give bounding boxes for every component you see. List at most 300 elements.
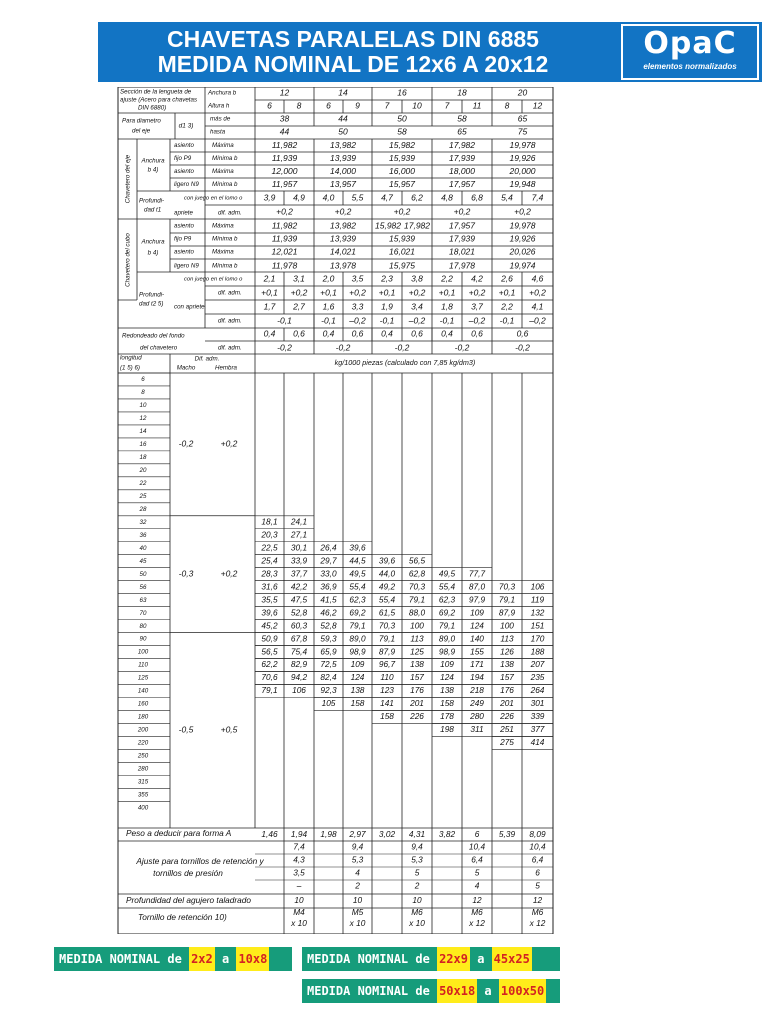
- weight-value: 124: [350, 672, 365, 683]
- depth-t1-tol: +0,2: [393, 206, 411, 217]
- weight-value: 79,1: [378, 633, 396, 644]
- length-value: 32: [139, 518, 147, 526]
- male-tol: -0,3: [178, 568, 194, 579]
- key-size: 16: [397, 87, 407, 98]
- limit-label: Máxima: [212, 142, 234, 150]
- weight-value: 37,7: [290, 568, 308, 579]
- fit-label: asiento: [174, 222, 194, 230]
- fillet-value: 0,4: [322, 328, 335, 339]
- fit-label: asiento: [174, 168, 194, 176]
- nav-button-2x2-10x8[interactable]: [54, 947, 292, 971]
- hub-width-value: 15,975: [389, 260, 415, 271]
- shaft-width-value: 19,926: [509, 152, 536, 163]
- weight-value: 171: [470, 659, 484, 670]
- length-value: 6: [141, 376, 145, 384]
- weight-value: 106: [530, 581, 545, 592]
- weight-value: 110: [380, 672, 394, 683]
- screw-fit-value: 6,4: [471, 854, 483, 865]
- weight-value: 109: [350, 659, 365, 670]
- weight-value: 45,2: [261, 620, 278, 631]
- depth-t2-tol: +0,2: [468, 287, 486, 298]
- shaft-width-value: 19,948: [509, 178, 536, 189]
- weight-value: 70,6: [261, 672, 278, 683]
- depth-t2-tight-value: 1,9: [381, 301, 393, 312]
- weight-value: 31,6: [261, 581, 278, 592]
- depth-t2-value: 4,6: [531, 273, 544, 284]
- key-height: 6: [326, 100, 331, 111]
- fillet-value: 0,6: [411, 328, 423, 339]
- key-height: 12: [532, 100, 543, 111]
- loose-fit-label: con juego en el lomo o: [184, 195, 243, 202]
- forma-a-deduct-value: 1,98: [320, 829, 337, 840]
- hub-width-value: 11,978: [271, 260, 298, 271]
- fillet-value: 0,6: [471, 328, 483, 339]
- key-size: 12: [279, 87, 290, 98]
- retention-screw-label: Tornillo de retención 10): [138, 912, 227, 923]
- weight-value: 62,3: [438, 594, 456, 605]
- fillet-tol: -0,2: [277, 342, 292, 353]
- depth-t2-tight-tol: –0,2: [349, 315, 366, 326]
- title-line-2: MEDIDA NOMINAL DE 12x6 A 20x12: [157, 51, 549, 77]
- nav-button-prefix: MEDIDA NOMINAL de: [307, 952, 430, 966]
- hub-width-value: 17,957: [449, 220, 475, 231]
- forma-a-deduct-label: Peso a deducir para forma A: [126, 828, 232, 839]
- hub-width-value: 11,939: [271, 233, 298, 244]
- limit-label: Mínima b: [212, 262, 238, 270]
- weight-value: 22,5: [261, 542, 278, 553]
- depth-t1-value: 6,8: [471, 192, 483, 203]
- weight-value: 109: [470, 607, 484, 618]
- depth-t1-label: dad t1: [144, 206, 162, 214]
- weight-value: 339: [530, 711, 545, 722]
- fillet-value: 0,4: [441, 328, 453, 339]
- retention-screw-length: x 10: [409, 918, 425, 929]
- hub-width-value: 13,939: [330, 233, 356, 244]
- male-tol: -0,2: [178, 438, 194, 449]
- weight-value: 100: [500, 620, 514, 631]
- key-height: 11: [472, 100, 482, 111]
- depth-t2-value: 2,1: [263, 273, 276, 284]
- hub-width-value: 13,982: [330, 220, 356, 231]
- weight-value: 119: [530, 594, 545, 605]
- weight-value: 87,0: [468, 581, 486, 592]
- weight-value: 46,2: [320, 607, 337, 618]
- screw-fit-value: 5: [535, 880, 540, 891]
- forma-a-deduct-value: 2,97: [349, 829, 366, 840]
- shaft-width-value: 13,957: [330, 178, 356, 189]
- anchura-label: Anchura: [141, 157, 165, 165]
- key-height: 9: [355, 100, 360, 111]
- length-value: 22: [139, 479, 147, 487]
- hub-width-value: 15,982: [375, 220, 401, 231]
- forma-a-deduct-value: 1,46: [261, 829, 278, 840]
- depth-t2-value: 3,8: [411, 273, 423, 284]
- depth-t2-tol: +0,1: [378, 287, 396, 298]
- depth-t2-value: 2,0: [322, 273, 335, 284]
- limit-label: Mínima b: [212, 155, 238, 163]
- shaft-width-value: 11,982: [271, 139, 298, 150]
- tolerance-label: dif. adm.: [218, 344, 242, 352]
- weight-value: 226: [410, 711, 424, 722]
- screw-fit-value: 6,4: [531, 854, 544, 865]
- weight-value: 155: [470, 646, 484, 657]
- length-value: 25: [139, 492, 147, 500]
- length-label: longitud: [120, 354, 142, 362]
- depth-t2-value: 2,2: [441, 273, 453, 284]
- nav-button-to: 100x50: [499, 979, 546, 1003]
- female-tol: +0,2: [220, 568, 238, 579]
- weight-value: 132: [530, 607, 545, 618]
- retention-screw-size: M5: [351, 907, 364, 918]
- screw-fit-value: 10,4: [529, 841, 546, 852]
- forma-a-deduct-value: 8,09: [529, 829, 546, 840]
- length-value: 56: [139, 583, 147, 591]
- screw-fit-value: 5,3: [411, 854, 423, 865]
- weight-value: 24,1: [290, 516, 308, 527]
- depth-t2-tol: +0,2: [408, 287, 426, 298]
- key-height: 6: [267, 100, 272, 111]
- screw-fit-value: 2: [355, 880, 360, 891]
- weight-value: 62,8: [408, 568, 426, 579]
- shaft-width-value: 18,000: [449, 165, 475, 176]
- keys-table-grid: [117, 87, 556, 934]
- weight-value: 67,8: [290, 633, 308, 644]
- hub-width-value: 13,978: [330, 260, 356, 271]
- key-height: 7: [384, 100, 390, 111]
- hub-width-value: 19,926: [509, 233, 536, 244]
- depth-t2-tol: +0,2: [290, 287, 308, 298]
- forma-a-deduct-value: 1,94: [290, 829, 308, 840]
- weight-value: 280: [470, 711, 484, 722]
- weight-value: 42,2: [290, 581, 308, 592]
- weight-value: 414: [530, 737, 545, 748]
- length-value: 110: [138, 661, 148, 669]
- screw-fit-value: 4: [355, 867, 360, 878]
- depth-t2-tight-value: 2,2: [501, 301, 513, 312]
- depth-t2-tight-value: 3,4: [411, 301, 423, 312]
- limit-label: Máxima: [212, 248, 234, 256]
- length-value: 125: [137, 674, 149, 682]
- screw-fit-value: 9,4: [351, 841, 364, 852]
- shaft-width-value: 17,982: [449, 139, 475, 150]
- weight-value: 113: [410, 633, 424, 644]
- weight-value: 158: [380, 711, 394, 722]
- forma-a-deduct-value: 3,82: [438, 829, 456, 840]
- fillet-tol: -0,2: [454, 342, 470, 353]
- weight-value: 69,2: [349, 607, 366, 618]
- fillet-label: del chavetero: [140, 344, 178, 352]
- tolerance-label: dif. adm.: [218, 209, 242, 217]
- weight-value: 98,9: [438, 646, 456, 657]
- fit-label: fijo P9: [174, 155, 192, 163]
- weight-value: 60,3: [290, 620, 308, 631]
- length-value: 70: [139, 609, 147, 617]
- length-value: 40: [139, 544, 147, 552]
- weight-value: 377: [530, 724, 545, 735]
- weight-value: 94,2: [290, 672, 308, 683]
- weight-value: 30,1: [290, 542, 308, 553]
- tolerance-label: dif. adm.: [218, 289, 242, 297]
- female-tol: +0,5: [220, 724, 238, 735]
- weight-value: 198: [440, 724, 454, 735]
- nav-button-prefix: MEDIDA NOMINAL de: [307, 984, 430, 998]
- weight-value: 89,0: [438, 633, 456, 644]
- forma-a-deduct-value: 3,02: [378, 829, 396, 840]
- weight-value: 59,3: [320, 633, 337, 644]
- weight-value: 44,5: [349, 555, 366, 566]
- depth-t2-tol: +0,1: [320, 287, 337, 298]
- depth-t2-tight-tol: -0,1: [379, 315, 395, 326]
- weight-value: 20,3: [261, 529, 278, 540]
- shaft-keyway-label: Chavetero del eje: [124, 154, 132, 204]
- length-value: 14: [139, 428, 147, 436]
- altura-h-label: Altura h: [208, 102, 230, 110]
- retention-screw-length: x 10: [291, 918, 307, 929]
- weight-value: 49,5: [349, 568, 366, 579]
- shaft-width-value: 16,000: [389, 165, 415, 176]
- weight-value: 235: [530, 672, 545, 683]
- shaft-width-value: 17,939: [449, 152, 475, 163]
- weight-value: 176: [410, 685, 424, 696]
- length-value: 180: [137, 713, 149, 721]
- shaft-width-value: 13,982: [330, 139, 356, 150]
- weight-value: 61,5: [378, 607, 396, 618]
- weight-value: 105: [321, 698, 336, 709]
- depth-t2-value: 2,6: [501, 273, 513, 284]
- limit-label: Mínima b: [212, 181, 238, 189]
- weight-value: 138: [440, 685, 454, 696]
- depth-t1-value: 5,5: [351, 192, 364, 203]
- weight-value: 87,9: [378, 646, 396, 657]
- weight-value: 49,5: [438, 568, 456, 579]
- hub-width-value: 20,026: [509, 246, 536, 257]
- opac-logo: [618, 22, 762, 82]
- depth-t2-tight-value: 1,7: [263, 301, 276, 312]
- depth-t2-label: dad t2 5): [139, 300, 164, 308]
- length-value: 8: [141, 389, 145, 397]
- weight-value: 176: [500, 685, 514, 696]
- diameter-label: Para diametro: [122, 117, 161, 125]
- weight-value: 157: [500, 672, 514, 683]
- depth-t1-value: 4,7: [381, 192, 393, 203]
- weight-value: 79,1: [498, 594, 516, 605]
- shaft-width-value: 15,957: [389, 178, 415, 189]
- length-value: 10: [139, 402, 147, 410]
- depth-t2-tight-tol: -0,1: [321, 315, 336, 326]
- weight-value: 26,4: [320, 542, 337, 553]
- screw-fit-value: 9,4: [411, 841, 423, 852]
- fit-label: fijo P9: [174, 235, 192, 243]
- weight-value: 201: [410, 698, 424, 709]
- key-height: 8: [296, 100, 302, 111]
- depth-t1-value: 7,4: [531, 192, 544, 203]
- weight-value: 109: [440, 659, 454, 670]
- fillet-value: 0,6: [293, 328, 305, 339]
- screw-fit-value: 2: [414, 880, 420, 891]
- key-height: 8: [504, 100, 510, 111]
- male-label: Macho: [176, 364, 196, 372]
- weight-value: 87,9: [498, 607, 516, 618]
- nav-button-22x9-45x25[interactable]: [302, 947, 560, 971]
- logo-tagline: elementos normalizados: [643, 62, 737, 71]
- retention-screw-size: M6: [531, 907, 544, 918]
- fillet-value: 0,6: [351, 328, 364, 339]
- weight-value: 194: [470, 672, 484, 683]
- nav-button-prefix: MEDIDA NOMINAL de: [59, 952, 182, 966]
- weight-value: 55,4: [378, 594, 396, 605]
- diameter-from: 50: [397, 113, 407, 124]
- depth-t1-value: 4,0: [322, 192, 335, 203]
- depth-t2-tight-tol: –0,2: [529, 315, 546, 326]
- tight-label: apriete: [174, 209, 193, 217]
- depth-t2-tol: +0,2: [349, 287, 366, 298]
- screw-fit-value: 7,4: [293, 841, 305, 852]
- weight-value: 72,5: [320, 659, 337, 670]
- shaft-width-value: 11,957: [271, 178, 298, 189]
- weight-value: 138: [500, 659, 514, 670]
- depth-t2-value: 2,3: [381, 273, 393, 284]
- weight-value: 170: [530, 633, 545, 644]
- nav-button-mid: a: [484, 984, 492, 998]
- title-line-1: CHAVETAS PARALELAS DIN 6885: [167, 26, 539, 52]
- d1-label: d1 3): [178, 122, 194, 130]
- nav-button-to: 45x25: [492, 947, 532, 971]
- weight-value: 56,5: [408, 555, 426, 566]
- depth-t1-tol: +0,2: [276, 206, 293, 217]
- weight-value: 75,4: [290, 646, 308, 657]
- tight-label: con apriete: [174, 303, 205, 311]
- fillet-tol: -0,2: [335, 342, 351, 353]
- length-label: (1 5) 6): [120, 364, 140, 372]
- weight-value: 79,1: [261, 685, 278, 696]
- diameter-to: 44: [279, 126, 290, 137]
- female-tol: +0,2: [220, 438, 238, 449]
- section-label: ajuste (Acero para chavetas: [120, 96, 198, 104]
- weight-value: 65,9: [320, 646, 337, 657]
- weight-value: 113: [500, 633, 514, 644]
- screw-fit-label: tornillos de presión: [153, 868, 223, 879]
- anchura-label: b 4): [147, 249, 159, 257]
- weight-value: 41,5: [320, 594, 337, 605]
- weight-value: 126: [500, 646, 514, 657]
- weight-value: 28,3: [261, 568, 278, 579]
- limit-label: Máxima: [212, 168, 234, 176]
- weight-value: 44,0: [378, 568, 396, 579]
- weight-value: 124: [440, 672, 454, 683]
- weight-value: 218: [470, 685, 484, 696]
- weight-value: 55,4: [438, 581, 456, 592]
- weight-value: 89,0: [349, 633, 366, 644]
- depth-t2-tol: +0,1: [438, 287, 456, 298]
- length-value: 80: [139, 622, 147, 630]
- retention-screw-length: x 12: [469, 918, 485, 929]
- weight-value: 138: [350, 685, 365, 696]
- retention-screw-size: M6: [471, 907, 483, 918]
- weight-value: 251: [500, 724, 514, 735]
- length-value: 140: [137, 687, 149, 695]
- weight-value: 98,9: [349, 646, 366, 657]
- screw-fit-value: –: [296, 880, 302, 891]
- diameter-from: 44: [338, 113, 348, 124]
- shaft-width-value: 12,000: [271, 165, 298, 176]
- depth-t2-tight-value: 1,6: [322, 301, 335, 312]
- weight-value: 70,3: [378, 620, 396, 631]
- retention-screw-length: x 12: [529, 918, 546, 929]
- weight-value: 29,7: [320, 555, 337, 566]
- weight-value: 79,1: [438, 620, 456, 631]
- shaft-width-value: 20,000: [509, 165, 536, 176]
- length-value: 45: [139, 557, 147, 565]
- length-value: 63: [139, 596, 147, 604]
- length-value: 100: [137, 648, 149, 656]
- fillet-value: 0,4: [263, 328, 276, 339]
- screw-fit-value: 10,4: [468, 841, 486, 852]
- length-value: 400: [137, 804, 149, 812]
- diameter-to: 58: [397, 126, 407, 137]
- weight-value: 82,4: [320, 672, 337, 683]
- screw-fit-value: 5,3: [351, 854, 364, 865]
- length-value: 12: [139, 415, 147, 423]
- mas-de-label: más de: [210, 115, 231, 123]
- fillet-tol: -0,2: [394, 342, 410, 353]
- tolerance-head-label: Dif. adm.: [194, 355, 220, 363]
- weight-head-label: kg/1000 piezas (calculado con 7,85 kg/dm3): [334, 357, 476, 367]
- depth-t1-value: 6,2: [411, 192, 423, 203]
- section-label: DIN 6880): [138, 104, 167, 112]
- weight-value: 125: [410, 646, 424, 657]
- nav-button-from: 50x18: [437, 979, 477, 1003]
- weight-value: 18,1: [261, 516, 278, 527]
- weight-value: 97,9: [468, 594, 486, 605]
- weight-value: 178: [440, 711, 454, 722]
- length-value: 200: [137, 726, 149, 734]
- depth-t2-tight-tol: –0,2: [408, 315, 426, 326]
- hub-width-value: 14,021: [330, 246, 356, 257]
- weight-value: 96,7: [378, 659, 396, 670]
- depth-t2-tight-value: 3,3: [351, 301, 364, 312]
- nav-button-50x18-100x50[interactable]: [302, 979, 560, 1003]
- weight-value: 88,0: [408, 607, 426, 618]
- hub-width-value: 19,978: [509, 220, 536, 231]
- limit-label: Mínima b: [212, 235, 238, 243]
- diameter-from: 38: [279, 113, 290, 124]
- depth-t2-value: 3,5: [351, 273, 364, 284]
- anchura-label: b 4): [147, 166, 159, 174]
- depth-t2-tight-tol: -0,1: [499, 315, 515, 326]
- diameter-to: 65: [457, 126, 467, 137]
- length-value: 220: [137, 739, 149, 747]
- depth-t2-tight-value: 2,7: [293, 301, 305, 312]
- female-label: Hembra: [214, 364, 238, 372]
- length-value: 90: [139, 635, 147, 643]
- screw-fit-label: Ajuste para tornillos de retención y: [136, 856, 264, 867]
- nav-button-from: 22x9: [437, 947, 470, 971]
- screw-fit-value: 5: [414, 867, 420, 878]
- weight-value: 311: [470, 724, 484, 735]
- keys-table: [117, 87, 556, 934]
- hub-width-value: 12,021: [271, 246, 298, 257]
- screw-fit-value: 4,3: [293, 854, 305, 865]
- weight-value: 39,6: [261, 607, 278, 618]
- length-value: 315: [137, 778, 149, 786]
- logo-wordmark: OpaC: [643, 26, 737, 61]
- weight-value: 201: [500, 698, 514, 709]
- nav-button-to: 10x8: [236, 947, 269, 971]
- weight-value: 301: [530, 698, 545, 709]
- diameter-to: 50: [338, 126, 348, 137]
- length-value: 20: [139, 466, 147, 474]
- retention-screw-size: M4: [293, 907, 305, 918]
